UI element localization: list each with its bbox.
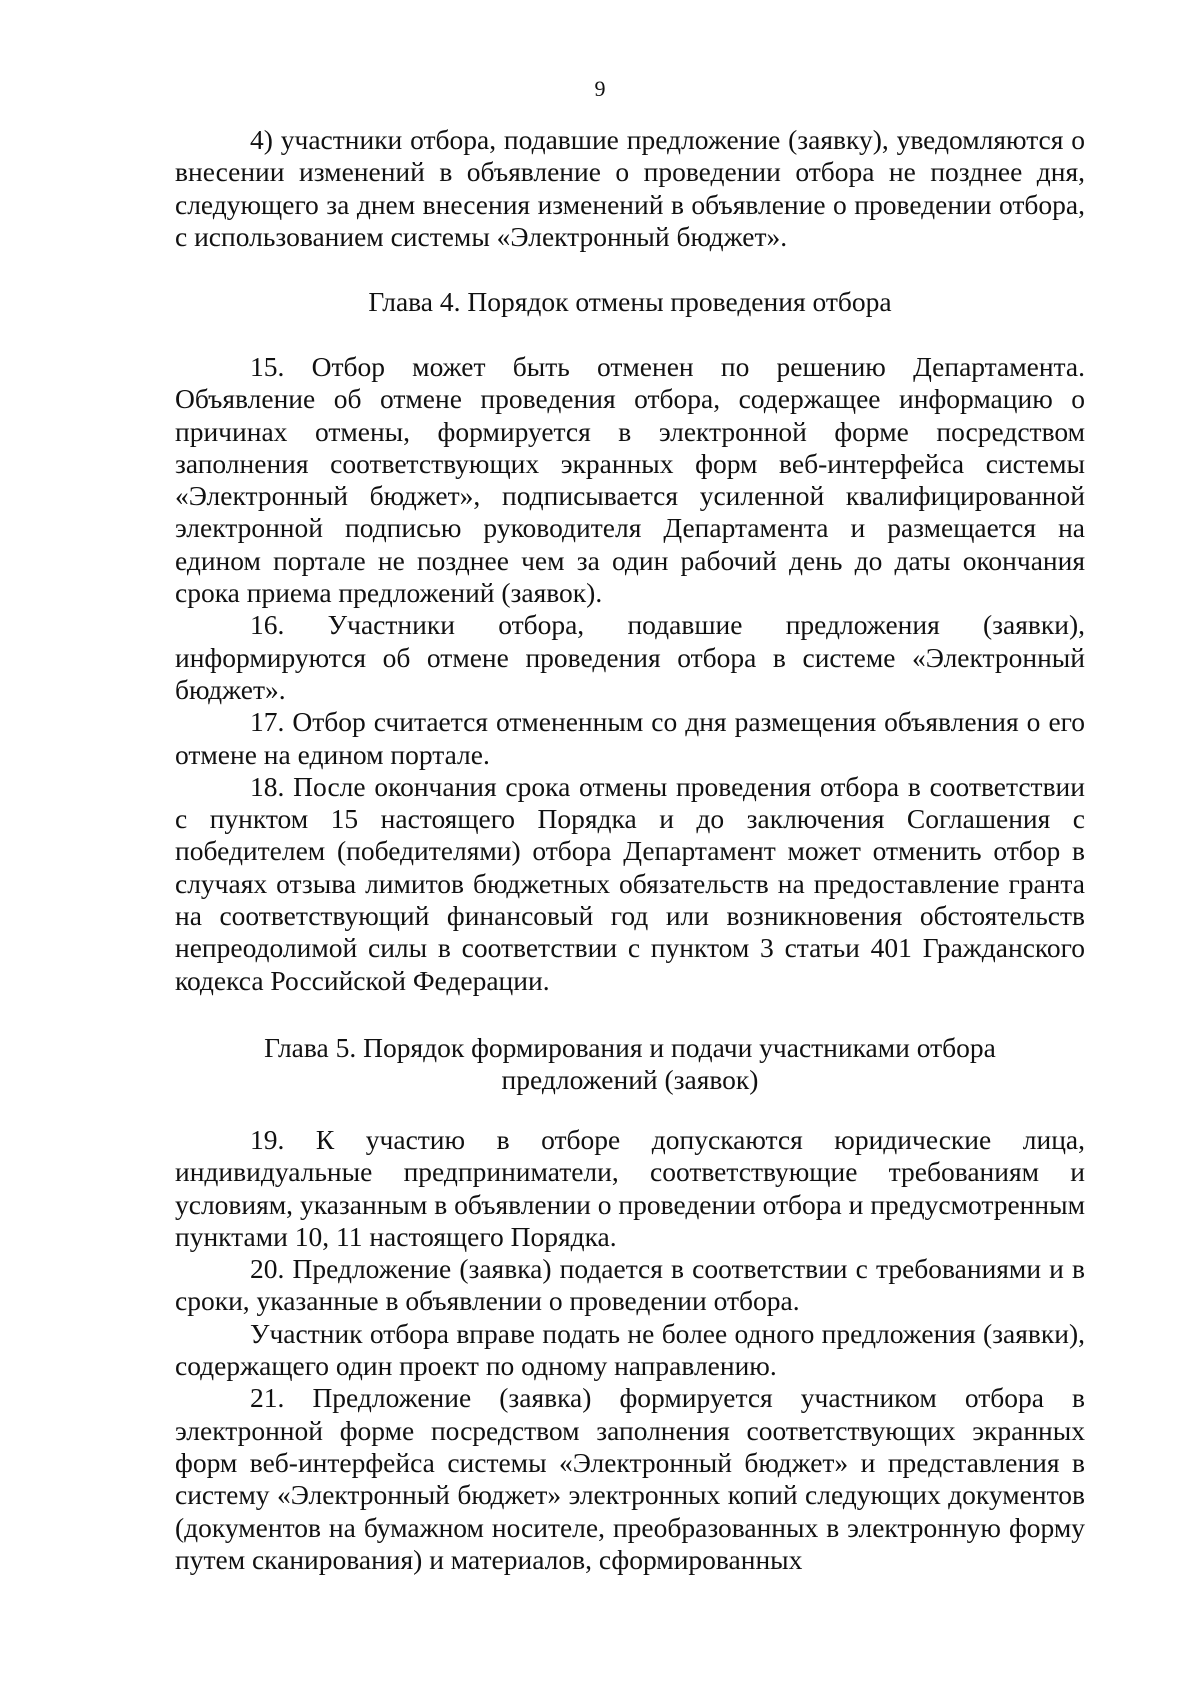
- chapter-5-title-line-1: Глава 5. Порядок формирования и подачи участниками отбора: [264, 1032, 996, 1063]
- paragraph-21: 21. Предложение (заявка) формируется участником отбора в электронной форме посредством заполнения соответствующих экранных форм веб-интерфейса системы «Электронный бюджет» и представления в систему «Электронный бюджет» электронных копий следующих документов (документов на бумажном носителе, преобразованных в электронную форму путем сканирования) и материалов, сформированных: [175, 1382, 1085, 1575]
- paragraph-20: 20. Предложение (заявка) подается в соответствии с требованиями и в сроки, указанные в объявлении о проведении отбора.: [175, 1253, 1085, 1317]
- paragraph-4: 4) участники отбора, подавшие предложение (заявку), уведомляются о внесении изменений в объявление о проведении отбора не позднее дня, следующего за днем внесения изменений в объявление о проведении отбора, с использованием системы «Электронный бюджет».: [175, 124, 1085, 252]
- paragraph-17: 17. Отбор считается отмененным со дня размещения объявления о его отмене на едином портале.: [175, 706, 1085, 770]
- section-block-1: [175, 124, 1085, 253]
- chapter-4-title: Глава 4. Порядок отмены проведения отбора: [368, 286, 892, 317]
- paragraph-19: 19. К участию в отборе допускаются юридические лица, индивидуальные предприниматели, соответствующие требованиям и условиям, указанным в объявлении о проведении отбора и предусмотренным пунктами 10, 11 настоящего Порядка.: [175, 1124, 1085, 1252]
- chapter-4-body: [175, 351, 1085, 997]
- page-number: 9: [594, 76, 606, 101]
- chapter-5-title: [175, 1032, 1085, 1097]
- paragraph-15: 15. Отбор может быть отменен по решению Департамента. Объявление об отмене проведения отбора, содержащее информацию о причинах отмены, формируется в электронной форме посредством заполнения соответствующих экранных форм веб-интерфейса системы «Электронный бюджет», подписывается усиленной квалифицированной электронной подписью руководителя Департамента и размещается на едином портале не позднее чем за один рабочий день до даты окончания срока приема предложений (заявок).: [175, 351, 1085, 609]
- paragraph-20-continued: Участник отбора вправе подать не более одного предложения (заявки), содержащего один проект по одному направлению.: [175, 1317, 1085, 1382]
- paragraph-18: 18. После окончания срока отмены проведения отбора в соответствии с пунктом 15 настоящего Порядка и до заключения Соглашения с победителем (победителями) отбора Департамент может отменить отбор в случаях отзыва лимитов бюджетных обязательств на предоставление гранта на соответствующий финансовый год или возникновения обстоятельств непреодолимой силы в соответствии с пунктом 3 статьи 401 Гражданского кодекса Российской Федерации.: [175, 770, 1085, 996]
- chapter-5-title-line-2: предложений (заявок): [501, 1064, 759, 1096]
- paragraph-16: 16. Участники отбора, подавшие предложения (заявки), информируются об отмене проведения отбора в системе «Электронный бюджет».: [175, 609, 1085, 705]
- chapter-5-body: [175, 1124, 1085, 1576]
